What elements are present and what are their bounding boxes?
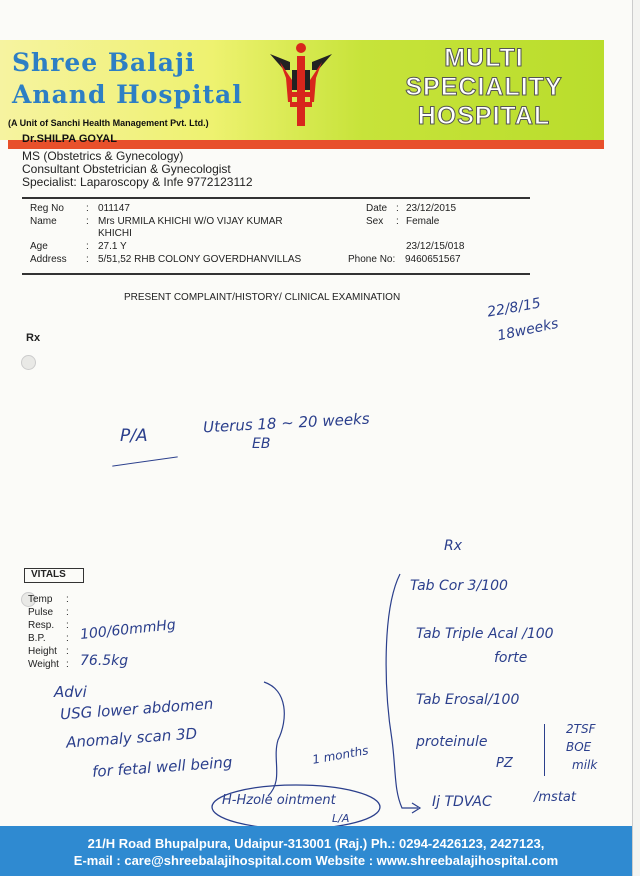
date-label: Date [366, 203, 388, 214]
hw-advice-line3: for fetal well being [91, 753, 233, 781]
hw-lmp: 22/8/15 [486, 295, 542, 321]
hw-eb: EB [252, 436, 271, 452]
hw-med2: Tab Triple Acal /100 [416, 626, 554, 642]
rx-label: Rx [26, 332, 41, 344]
unit-note: (A Unit of Sanchi Health Management Pvt. Ltd.) [8, 118, 209, 128]
hw-divider [544, 724, 545, 776]
hw-inj-note: /mstat [534, 790, 576, 805]
address-label: Address [30, 254, 67, 265]
name-label: Name [30, 216, 57, 227]
hw-uterus: Uterus 18 ~ 20 weeks [202, 409, 370, 437]
date-value: 23/12/2015 [406, 203, 457, 214]
footer-address: 21/H Road Bhupalpura, Udaipur-313001 (Raj.) Ph.: 0294-2426123, 2427123, [87, 836, 545, 851]
hospital-logo-icon [266, 40, 336, 130]
specialty-line3: HOSPITAL [417, 102, 551, 130]
hw-advice-line1: USG lower abdomen [59, 694, 214, 724]
hw-med4d: BOE [566, 740, 592, 754]
phone-value: 9460651567 [405, 254, 461, 265]
vitals-box [24, 568, 84, 583]
patient-bottom-rule [22, 273, 530, 275]
hw-la: L/A [332, 812, 350, 825]
vital-temp-label: Temp [28, 594, 53, 605]
hw-med3: Tab Erosal/100 [416, 692, 520, 708]
hw-weeks: 18weeks [496, 315, 560, 345]
hw-med4: proteinule [416, 734, 488, 750]
doctor-name: Dr.SHILPA GOYAL [22, 133, 117, 145]
hw-inj: Ij TDVAC [432, 794, 492, 810]
doctor-specialist: Specialist: Laparoscopy & Infe 9772123112 [22, 175, 253, 189]
specialty-line1: MULTI [444, 44, 524, 72]
ref-code: 23/12/15/018 [406, 241, 465, 252]
vital-weight-label: Weight [28, 659, 59, 670]
vital-bp-label: B.P. [28, 633, 46, 644]
phone-label: Phone No: [348, 254, 396, 265]
hw-pa: P/A [120, 426, 148, 446]
hw-rx-mark: Rx [444, 538, 463, 554]
hw-months: 1 months [311, 743, 370, 767]
vitals-title: VITALS [31, 569, 66, 580]
doctor-degree: MS (Obstetrics & Gynecology) [22, 149, 184, 163]
footer-band [0, 826, 632, 876]
hospital-name-line1: Shree Balaji [12, 48, 196, 77]
hw-advice-line2: Anomaly scan 3D [65, 724, 198, 752]
hospital-name-line2: Anand Hospital [12, 80, 243, 109]
specialty-title [384, 44, 584, 131]
name-value-line1: Mrs URMILA KHICHI W/O VIJAY KUMAR [98, 216, 283, 227]
vital-height-label: Height [28, 646, 57, 657]
vital-pulse-label: Pulse [28, 607, 54, 618]
hw-med4b: PZ [496, 756, 513, 771]
age-value: 27.1 Y [98, 241, 127, 252]
reg-label: Reg No [30, 203, 64, 214]
age-label: Age [30, 241, 48, 252]
section-title: PRESENT COMPLAINT/HISTORY/ CLINICAL EXAMINATION [124, 292, 401, 303]
name-value-line2: KHICHI [98, 228, 132, 239]
address-value: 5/51,52 RHB COLONY GOVERDHANVILLAS [98, 254, 302, 265]
hw-weight-value: 76.5kg [80, 653, 129, 669]
doctor-designation: Consultant Obstetrician & Gynecologist [22, 162, 231, 176]
sex-label: Sex [366, 216, 384, 227]
reg-value: 011147 [98, 203, 130, 214]
patient-top-rule [22, 197, 530, 199]
hw-bp-value: 100/60mmHg [79, 617, 177, 643]
hw-advice-title: Advi [54, 683, 87, 701]
hw-ointment: H-Hzole ointment [222, 793, 336, 808]
vital-resp-label: Resp. [28, 620, 55, 631]
punch-hole [21, 355, 36, 370]
hw-med1: Tab Cor 3/100 [410, 578, 508, 594]
hw-med2b: forte [494, 650, 528, 666]
hw-med4e: milk [572, 758, 598, 772]
footer-contact: E-mail : care@shreebalajihospital.com Website : www.shreebalajihospital.com [73, 853, 559, 868]
hospital-name [12, 47, 243, 111]
sex-value: Female [406, 216, 440, 227]
hw-med4c: 2TSF [566, 722, 596, 736]
specialty-line2: SPECIALITY [405, 73, 563, 101]
